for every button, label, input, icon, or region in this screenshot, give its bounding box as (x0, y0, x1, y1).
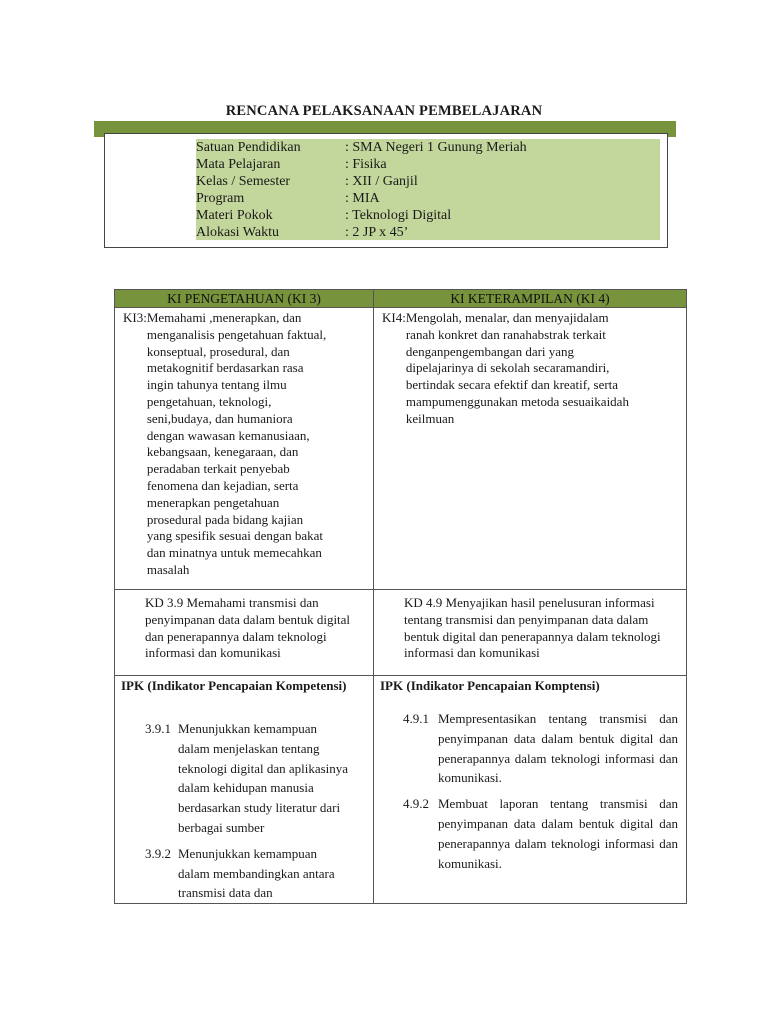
ki3-line: yang spesifik sesuai dengan bakat (146, 528, 324, 544)
header-ki3: KI PENGETAHUAN (KI 3) (115, 290, 374, 308)
identity-label: Alokasi Waktu (196, 225, 279, 240)
cell-kd4 (374, 590, 687, 676)
identity-value: : XII / Ganjil (345, 174, 418, 189)
cell-ipk-right (374, 676, 687, 904)
ki4-label: KI4: (382, 310, 406, 325)
ipk-right-heading: IPK (Indikator Pencapaian Komptensi) (380, 678, 600, 694)
ipk-number: 3.9.1 (145, 720, 171, 736)
header-ki4: KI KETERAMPILAN (KI 4) (374, 290, 687, 308)
ki3-line: dengan wawasan kemanusiaan, (146, 427, 310, 443)
ki4-line: bertindak secara efektif dan kreatif, serta (405, 377, 619, 393)
identity-value: : SMA Negeri 1 Gunung Meriah (345, 140, 527, 155)
ki4-line: Mengolah, menalar, dan menyajidalam (405, 310, 609, 325)
ki3-line: dan minatnya untuk memecahkan (146, 545, 322, 561)
table-row-kd (115, 590, 687, 676)
table-row-ipk (115, 676, 687, 904)
ki3-line: fenomena dan kejadian, serta (146, 477, 299, 493)
identity-label: Program (196, 191, 245, 206)
identity-label: Mata Pelajaran (196, 157, 281, 172)
identity-value: : Teknologi Digital (345, 208, 452, 223)
ki3-line: kebangsaan, kenegaraan, dan (146, 444, 299, 460)
ki3-line: menerapkan pengetahuan (146, 494, 280, 510)
ipk-item (115, 719, 373, 838)
ki3-line: metakognitif berdasarkan rasa (146, 360, 304, 376)
ki4-line: keilmuan (405, 410, 455, 426)
ki4-line: denganpengembangan dari yang (405, 343, 575, 359)
identity-value: : Fisika (345, 157, 387, 172)
ipk-item (374, 709, 686, 788)
ki4-text (406, 310, 682, 428)
ipk-item (374, 794, 686, 873)
ipk-text: Menunjukkan kemampuan dalam membandingkan antara transmisi data dan (178, 845, 335, 901)
cell-kd3 (115, 590, 374, 676)
ki3-line: peradaban terkait penyebab (146, 461, 290, 477)
identity-label: Kelas / Semester (196, 174, 291, 189)
identity-panel (196, 139, 660, 240)
ki3-line: menganalisis pengetahuan faktual, (146, 326, 327, 342)
identity-value: : MIA (345, 191, 380, 206)
ki4-line: dipelajarinya di sekolah secaramandiri, (405, 360, 610, 376)
ki3-line: prosedural pada bidang kajian (146, 511, 304, 527)
table-row-ki (115, 308, 687, 590)
ki4-line: ranah konkret dan ranahabstrak terkait (405, 326, 606, 342)
ki3-line: seni,budaya, dan humaniora (146, 410, 293, 426)
identity-label: Materi Pokok (196, 208, 273, 223)
cell-ki3 (115, 308, 374, 590)
table-header-row (115, 290, 687, 308)
kd3-text: KD 3.9 Memahami transmisi dan penyimpanan data dalam bentuk digital dan penerapannya dalam teknologi informasi dan komunikasi (145, 595, 351, 661)
ipk-number: 4.9.1 (403, 710, 429, 726)
ipk-left-heading: IPK (Indikator Pencapaian Kompetensi) (121, 678, 347, 694)
ipk-number: 4.9.2 (403, 796, 429, 812)
kd4-text: KD 4.9 Menyajikan hasil penelusuran informasi tentang transmisi dan penyimpanan data dalam bentuk digital dan penerapannya dalam teknologi informasi dan komunikasi (404, 595, 661, 661)
cell-ki4 (374, 308, 687, 590)
ki-table (114, 289, 687, 904)
ipk-text: Menunjukkan kemampuan dalam menjelaskan tentang teknologi digital dan aplikasinya dalam kehidupan manusia berdasarkan study literatur dari berbagai sumber (178, 720, 349, 835)
ki3-text (147, 310, 369, 579)
ipk-item (115, 844, 373, 903)
ki3-line: masalah (146, 561, 190, 577)
ki4-line: mampumenggunakan metoda sesuaikaidah (405, 393, 629, 409)
identity-label: Satuan Pendidikan (196, 140, 301, 155)
cell-ipk-left (115, 676, 374, 904)
ipk-text: Membuat laporan tentang transmisi dan penyimpanan data dalam bentuk digital dan penerapannya dalam teknologi informasi dan komunikasi. (438, 796, 678, 871)
ipk-text: Mempresentasikan tentang transmisi dan penyimpanan data dalam bentuk digital dan penerapannya dalam teknologi informasi dan komunikasi. (438, 710, 678, 786)
ki3-line: konseptual, prosedural, dan (146, 343, 290, 359)
ki3-label: KI3: (123, 310, 147, 325)
ki3-line: ingin tahunya tentang ilmu (146, 377, 287, 393)
document-title: RENCANA PELAKSANAAN PEMBELAJARAN (225, 103, 543, 119)
ipk-number: 3.9.2 (145, 845, 171, 861)
ki3-line: pengetahuan, teknologi, (146, 393, 272, 409)
ki3-line: Memahami ,menerapkan, dan (146, 310, 302, 325)
identity-box (104, 133, 668, 248)
identity-value: : 2 JP x 45’ (345, 225, 409, 240)
